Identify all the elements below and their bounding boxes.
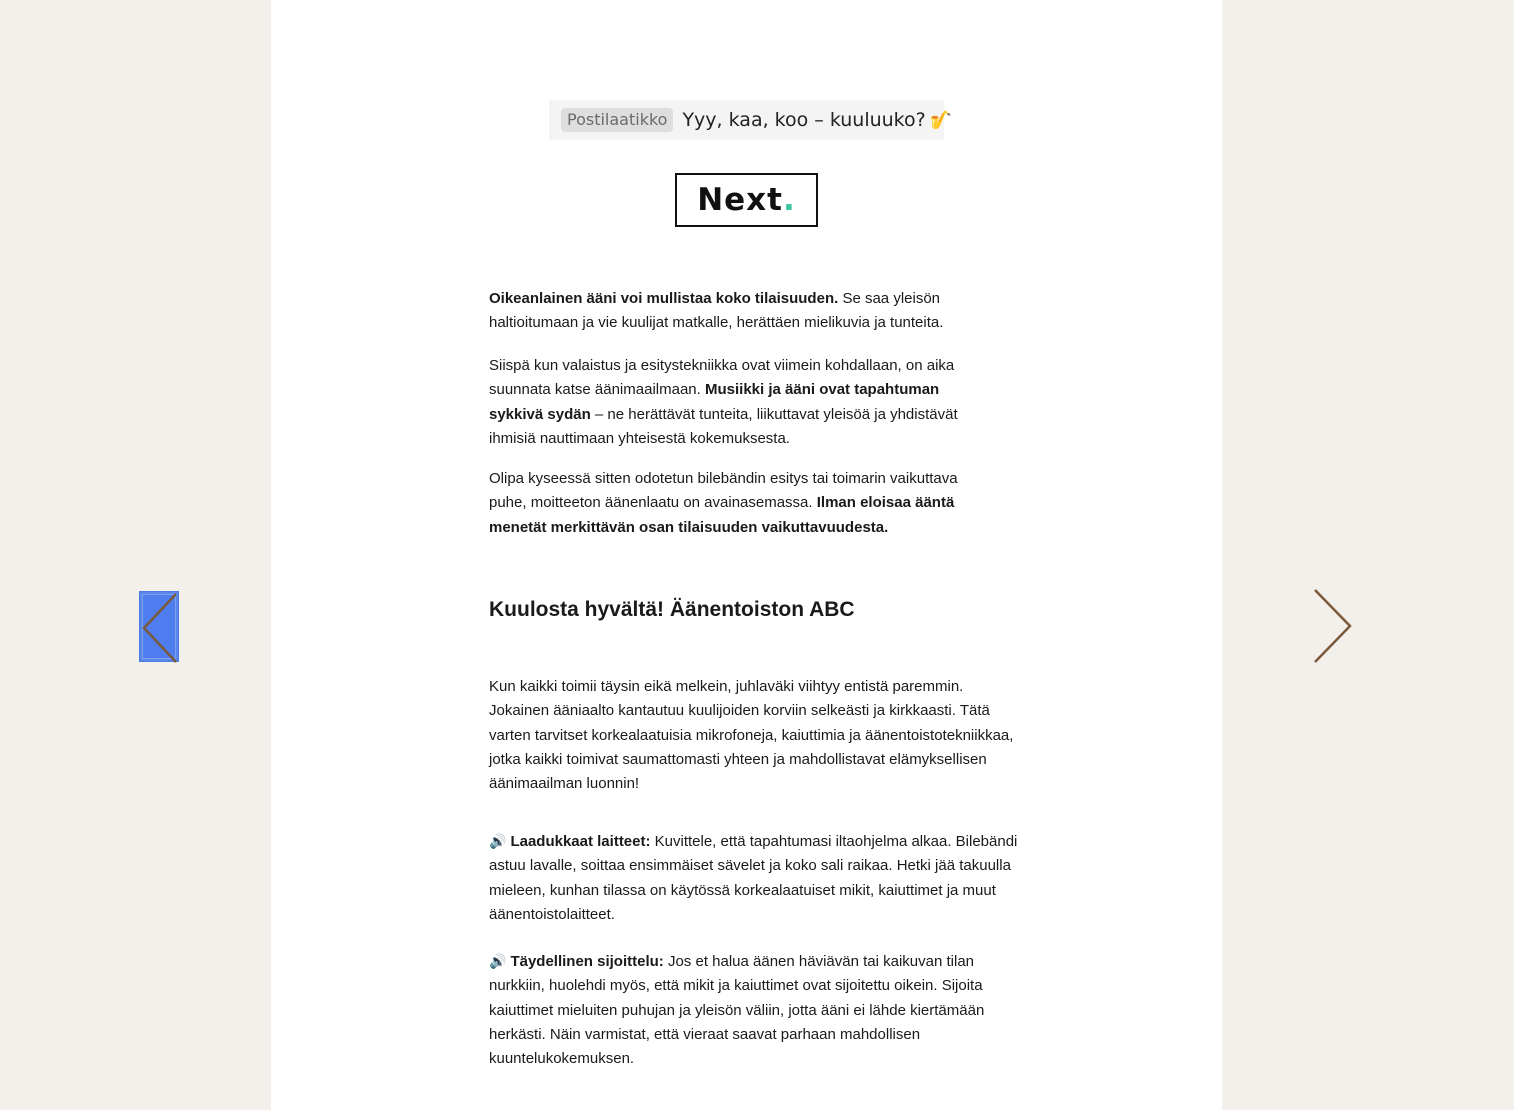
speaker-icon: 🔊 <box>489 953 507 969</box>
list-item-equipment: 🔊 Laadukkaat laitteet: Kuvittele, että tapahtumasi iltaohjelma alkaa. Bilebändi astuu lavalle, soittaa ensimmäiset sävelet ja koko sali raikaa. Hetki jää takuulla mieleen, kunhan tilassa on käytössä korkealaatuiset mikit, kaiuttimet ja muut äänentoistolaitteet. <box>489 833 1018 923</box>
paragraph-overview: Kun kaikki toimii täysin eikä melkein, juhlaväki viihtyy entistä paremmin. Jokainen ääniaalto kantautuu kuulijoiden korviin selkeästi ja kirkkaasti. Tätä varten tarvitset korkealaatuisia mikrofoneja, kaiuttimia ja äänentoistotekniikkaa, jotka kaikki toimivat saumattomasti yhteen ja mahdollistavat elämyksellisen äänimaailman luonnin! <box>489 678 1014 793</box>
chevron-right-icon <box>1310 588 1354 664</box>
next-logo <box>675 173 818 227</box>
previous-button[interactable] <box>139 591 179 662</box>
chevron-left-icon <box>140 592 180 663</box>
email-subject: Yyy, kaa, koo – kuuluuko? <box>682 109 926 131</box>
logo-text: Next. <box>697 182 796 218</box>
email-page <box>271 0 1222 1110</box>
paragraph-intro: Oikeanlainen ääni voi mullistaa koko tilaisuuden. Se saa yleisön haltioitumaan ja vie kuulijat matkalle, herättäen mielikuvia ja tunteita. <box>489 290 944 332</box>
paragraph-music: Siispä kun valaistus ja esitystekniikka ovat viimein kohdallaan, on aika suunnata katse äänimaailmaan. Musiikki ja ääni ovat tapahtuman sykkivä sydän – ne herättävät tunteita, liikuttavat yleisöä ja yhdistävät ihmisiä nauttimaan yhteisestä kokemuksesta. <box>489 357 958 447</box>
next-button[interactable] <box>1310 588 1354 664</box>
saxophone-icon: 🎷 <box>929 109 953 130</box>
speaker-icon: 🔊 <box>489 833 507 849</box>
paragraph-sound-quality: Olipa kyseessä sitten odotetun bilebändin esitys tai toimarin vaikuttava puhe, moitteeton äänenlaatu on avainasemassa. Ilman eloisaa ääntä menetät merkittävän osan tilaisuuden vaikuttavuudesta. <box>489 470 958 536</box>
section-heading: Kuulosta hyvältä! Äänentoiston ABC <box>489 598 855 621</box>
mailbox-label[interactable]: Postilaatikko <box>561 108 673 132</box>
subject-bar <box>549 100 953 140</box>
list-item-placement: 🔊 Täydellinen sijoittelu: Jos et halua äänen häviävän tai kaikuvan tilan nurkkiin, huolehdi myös, että mikit ja kaiuttimet ovat sijoitettu oikein. Sijoita kaiuttimet mieluiten puhujan ja yleisön väliin, jotta ääni ei lähde kiertämään herkästi. Näin varmistat, että vieraat saavat parhaan mahdollisen kuuntelukokemuksen. <box>489 953 985 1068</box>
